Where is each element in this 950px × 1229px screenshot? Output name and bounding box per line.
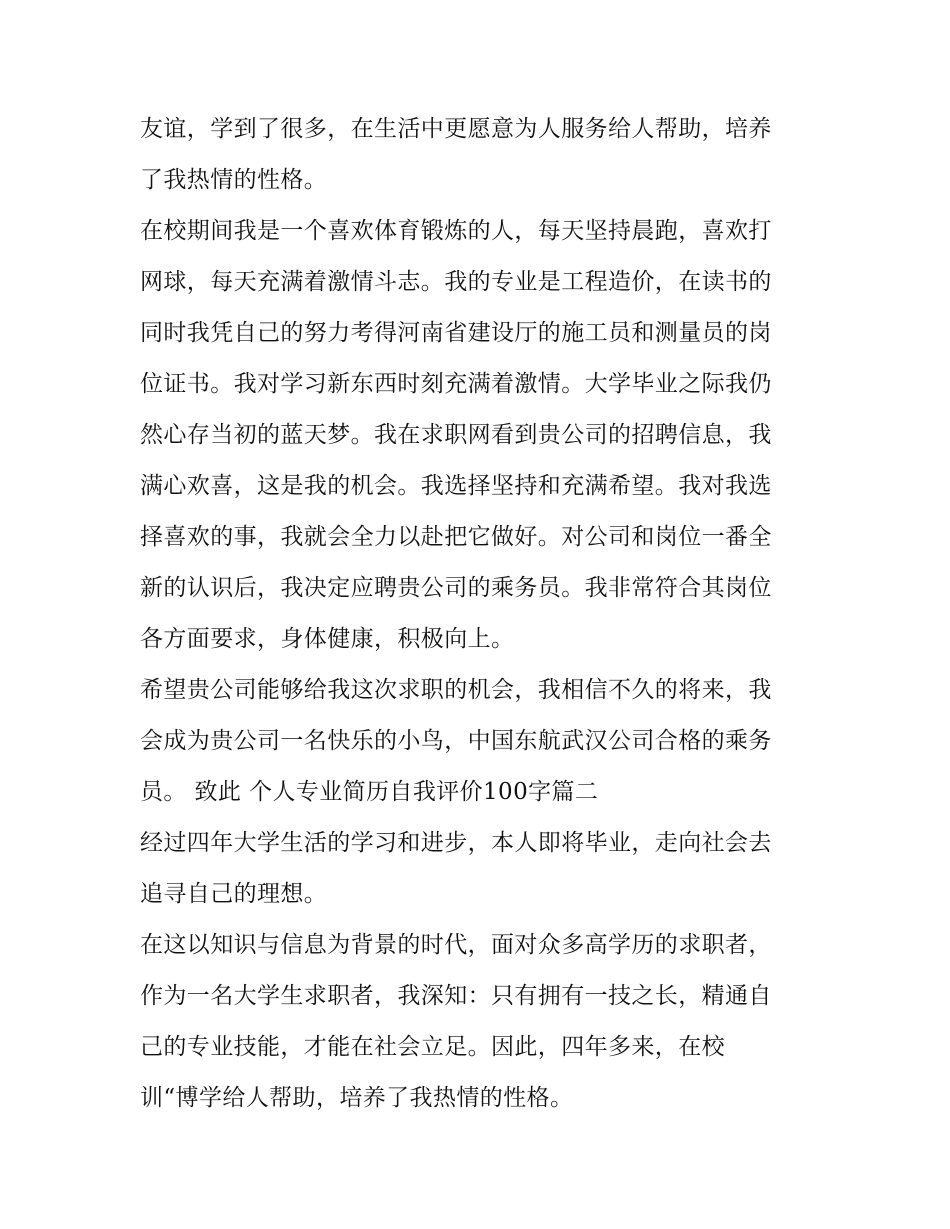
text-line: 追寻自己的理想。 xyxy=(140,881,328,907)
text-line: 希望贵公司能够给我这次求职的机会，我相信不久的将来，我 xyxy=(140,677,772,703)
text-line: 员。 致此 个人专业简历自我评价100字篇二 xyxy=(140,779,599,805)
text-line: 新的认识后，我决定应聘贵公司的乘务员。我非常符合其岗位 xyxy=(140,575,772,601)
text-line: 同时我凭自己的努力考得河南省建设厅的施工员和测量员的岗 xyxy=(140,320,772,346)
text-line: 在校期间我是一个喜欢体育锻炼的人，每天坚持晨跑，喜欢打 xyxy=(140,218,772,244)
text-line: 满心欢喜，这是我的机会。我选择坚持和充满希望。我对我选 xyxy=(140,473,772,499)
text-line: 在这以知识与信息为背景的时代，面对众多高学历的求职者， xyxy=(140,932,772,958)
text-line: 己的专业技能，才能在社会立足。因此，四年多来，在校 xyxy=(140,1034,725,1060)
text-line: 作为一名大学生求职者，我深知：只有拥有一技之长，精通自 xyxy=(140,983,772,1009)
text-line: 位证书。我对学习新东西时刻充满着激情。大学毕业之际我仍 xyxy=(140,371,772,397)
text-line: 网球，每天充满着激情斗志。我的专业是工程造价，在读书的 xyxy=(140,269,772,295)
text-line: 了我热情的性格。 xyxy=(140,167,328,193)
text-line: 择喜欢的事，我就会全力以赴把它做好。对公司和岗位一番全 xyxy=(140,524,772,550)
document-body xyxy=(140,104,812,1124)
text-line: 会成为贵公司一名快乐的小鸟，中国东航武汉公司合格的乘务 xyxy=(140,728,772,754)
text-line: 经过四年大学生活的学习和进步，本人即将毕业，走向社会去 xyxy=(140,830,772,856)
text-line: 训“博学给人帮助，培养了我热情的性格。 xyxy=(140,1085,574,1111)
text-line: 各方面要求，身体健康，积极向上。 xyxy=(140,626,515,652)
text-line: 然心存当初的蓝天梦。我在求职网看到贵公司的招聘信息，我 xyxy=(140,422,772,448)
text-line: 友谊，学到了很多，在生活中更愿意为人服务给人帮助，培养 xyxy=(140,116,772,142)
